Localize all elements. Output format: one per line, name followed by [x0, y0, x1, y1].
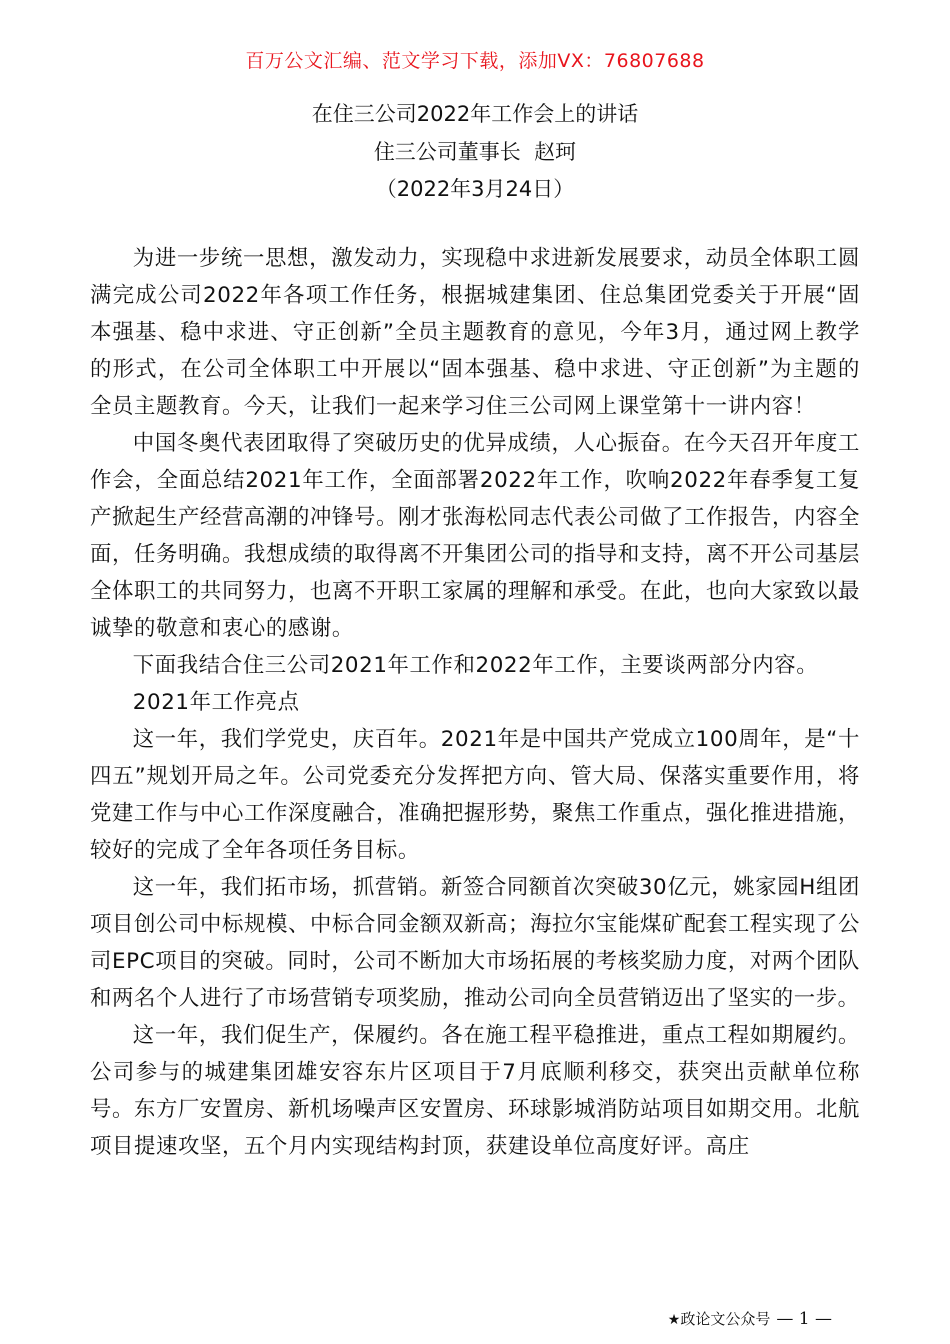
- document-date: （2022年3月24日）: [375, 177, 575, 201]
- body-paragraph: 为进一步统一思想，激发动力，实现稳中求进新发展要求，动员全体职工圆满完成公司2022年各项工作任务，根据城建集团、住总集团党委关于开展“固本强基、稳中求进、守正创新”全员主题教育的意见，今年3月，通过网上教学的形式，在公司全体职工中开展以“固本强基、稳中求进、守正创新”为主题的全员主题教育。今天，让我们一起来学习住三公司网上课堂第十一讲内容！: [90, 246, 860, 419]
- document-body: [90, 240, 860, 1165]
- body-paragraph: 这一年，我们学党史，庆百年。2021年是中国共产党成立100周年，是“十四五”规划开局之年。公司党委充分发挥把方向、管大局、保落实重要作用，将党建工作与中心工作深度融合，准确把握形势，聚焦工作重点，强化推进措施，较好的完成了全年各项任务目标。: [90, 727, 860, 863]
- promo-banner: 百万公文汇编、范文学习下载，添加VX：76807688: [245, 50, 705, 72]
- body-paragraph: 中国冬奥代表团取得了突破历史的优异成绩，人心振奋。在今天召开年度工作会，全面总结2021年工作，全面部署2022年工作，吹响2022年春季复工复产掀起生产经营高潮的冲锋号。刚才张海松同志代表公司做了工作报告，内容全面，任务明确。我想成绩的取得离不开集团公司的指导和支持，离不开公司基层全体职工的共同努力，也离不开职工家属的理解和承受。在此，也向大家致以最诚挚的敬意和衷心的感谢。: [90, 431, 860, 641]
- document-author: 住三公司董事长 赵珂: [373, 140, 577, 164]
- footer-label: 政论文公众号: [680, 1310, 771, 1328]
- document-title: 在住三公司2022年工作会上的讲话: [311, 102, 639, 126]
- body-paragraph: 下面我结合住三公司2021年工作和2022年工作，主要谈两部分内容。: [132, 653, 819, 678]
- page-number: — 1 —: [776, 1309, 832, 1329]
- body-paragraph: 这一年，我们拓市场，抓营销。新签合同额首次突破30亿元，姚家园H组团项目创公司中标规模、中标合同金额双新高；海拉尔宝能煤矿配套工程实现了公司EPC项目的突破。同时，公司不断加大市场拓展的考核奖励力度，对两个团队和两名个人进行了市场营销专项奖励，推动公司向全员营销迈出了坚实的一步。: [90, 875, 860, 1011]
- page-footer: [668, 1308, 832, 1329]
- star-icon: ★: [667, 1312, 681, 1328]
- section-heading: 2021年工作亮点: [132, 690, 300, 715]
- body-paragraph: 这一年，我们促生产，保履约。各在施工程平稳推进，重点工程如期履约。公司参与的城建集团雄安容东片区项目于7月底顺利移交，获突出贡献单位称号。东方厂安置房、新机场噪声区安置房、环球影城消防站项目如期交用。北航项目提速攻坚，五个月内实现结构封顶，获建设单位高度好评。高庄: [90, 1023, 860, 1159]
